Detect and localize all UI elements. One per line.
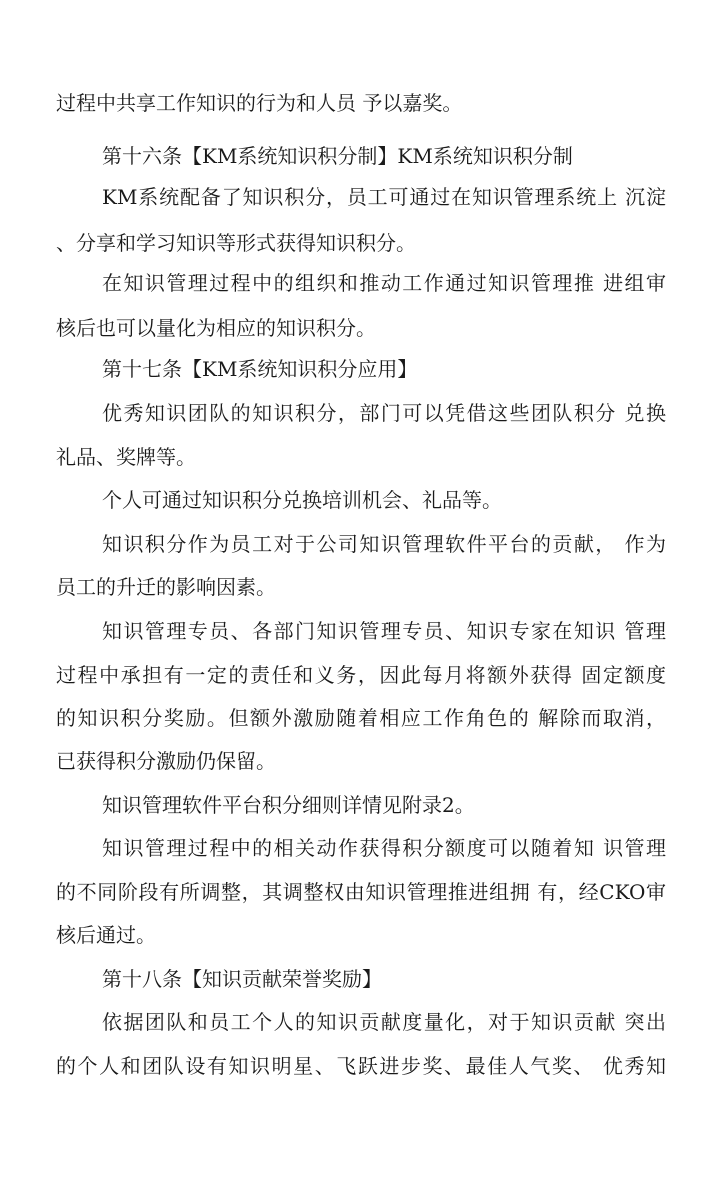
text-line: 核后也可以量化为相应的知识积分。 [56,316,376,340]
text-line: 知识管理软件平台积分细则详情见附录2。 [102,793,475,817]
article-18-heading: 第十八条【知识贡献荣誉奖励】 [102,967,382,991]
text-line: 员工的升迁的影响因素。 [56,575,276,599]
text-line: 依据团队和员工个人的知识贡献度量化，对于知识贡献 突出 [102,1010,666,1034]
text-line: 、分享和学习知识等形式获得知识积分。 [56,231,416,255]
text-line: 知识管理专员、各部门知识管理专员、知识专家在知识 管理 [102,619,666,643]
text-line: 在知识管理过程中的组织和推动工作通过知识管理推 进组审 [102,271,666,295]
text-line: 的知识积分奖励。但额外激励随着相应工作角色的 解除而取消， [56,706,666,730]
text-line: KM系统配备了知识积分，员工可通过在知识管理系统上 沉淀 [102,185,666,209]
text-line: 的不同阶段有所调整，其调整权由知识管理推进组拥 有，经CKO审 [56,880,666,904]
text-line: 的个人和团队设有知识明星、飞跃进步奖、最佳人气奖、 优秀知 [56,1054,666,1078]
text-line: 已获得积分激励仍保留。 [56,749,276,773]
text-line: 个人可通过知识积分兑换培训机会、礼品等。 [102,488,502,512]
text-line: 知识积分作为员工对于公司知识管理软件平台的贡献， 作为 [102,532,666,556]
text-line: 核后通过。 [56,923,156,947]
text-line: 知识管理过程中的相关动作获得积分额度可以随着知 识管理 [102,836,666,860]
text-line: 优秀知识团队的知识积分，部门可以凭借这些团队积分 兑换 [102,401,666,425]
article-16-heading: 第十六条【KM系统知识积分制】KM系统知识积分制 [102,144,573,168]
text-line: 礼品、奖牌等。 [56,445,196,469]
article-17-heading: 第十七条【KM系统知识积分应用】 [102,357,418,381]
text-line: 过程中承担有一定的责任和义务，因此每月将额外获得 固定额度 [56,663,666,687]
text-line: 过程中共享工作知识的行为和人员 予以嘉奖。 [56,91,463,115]
